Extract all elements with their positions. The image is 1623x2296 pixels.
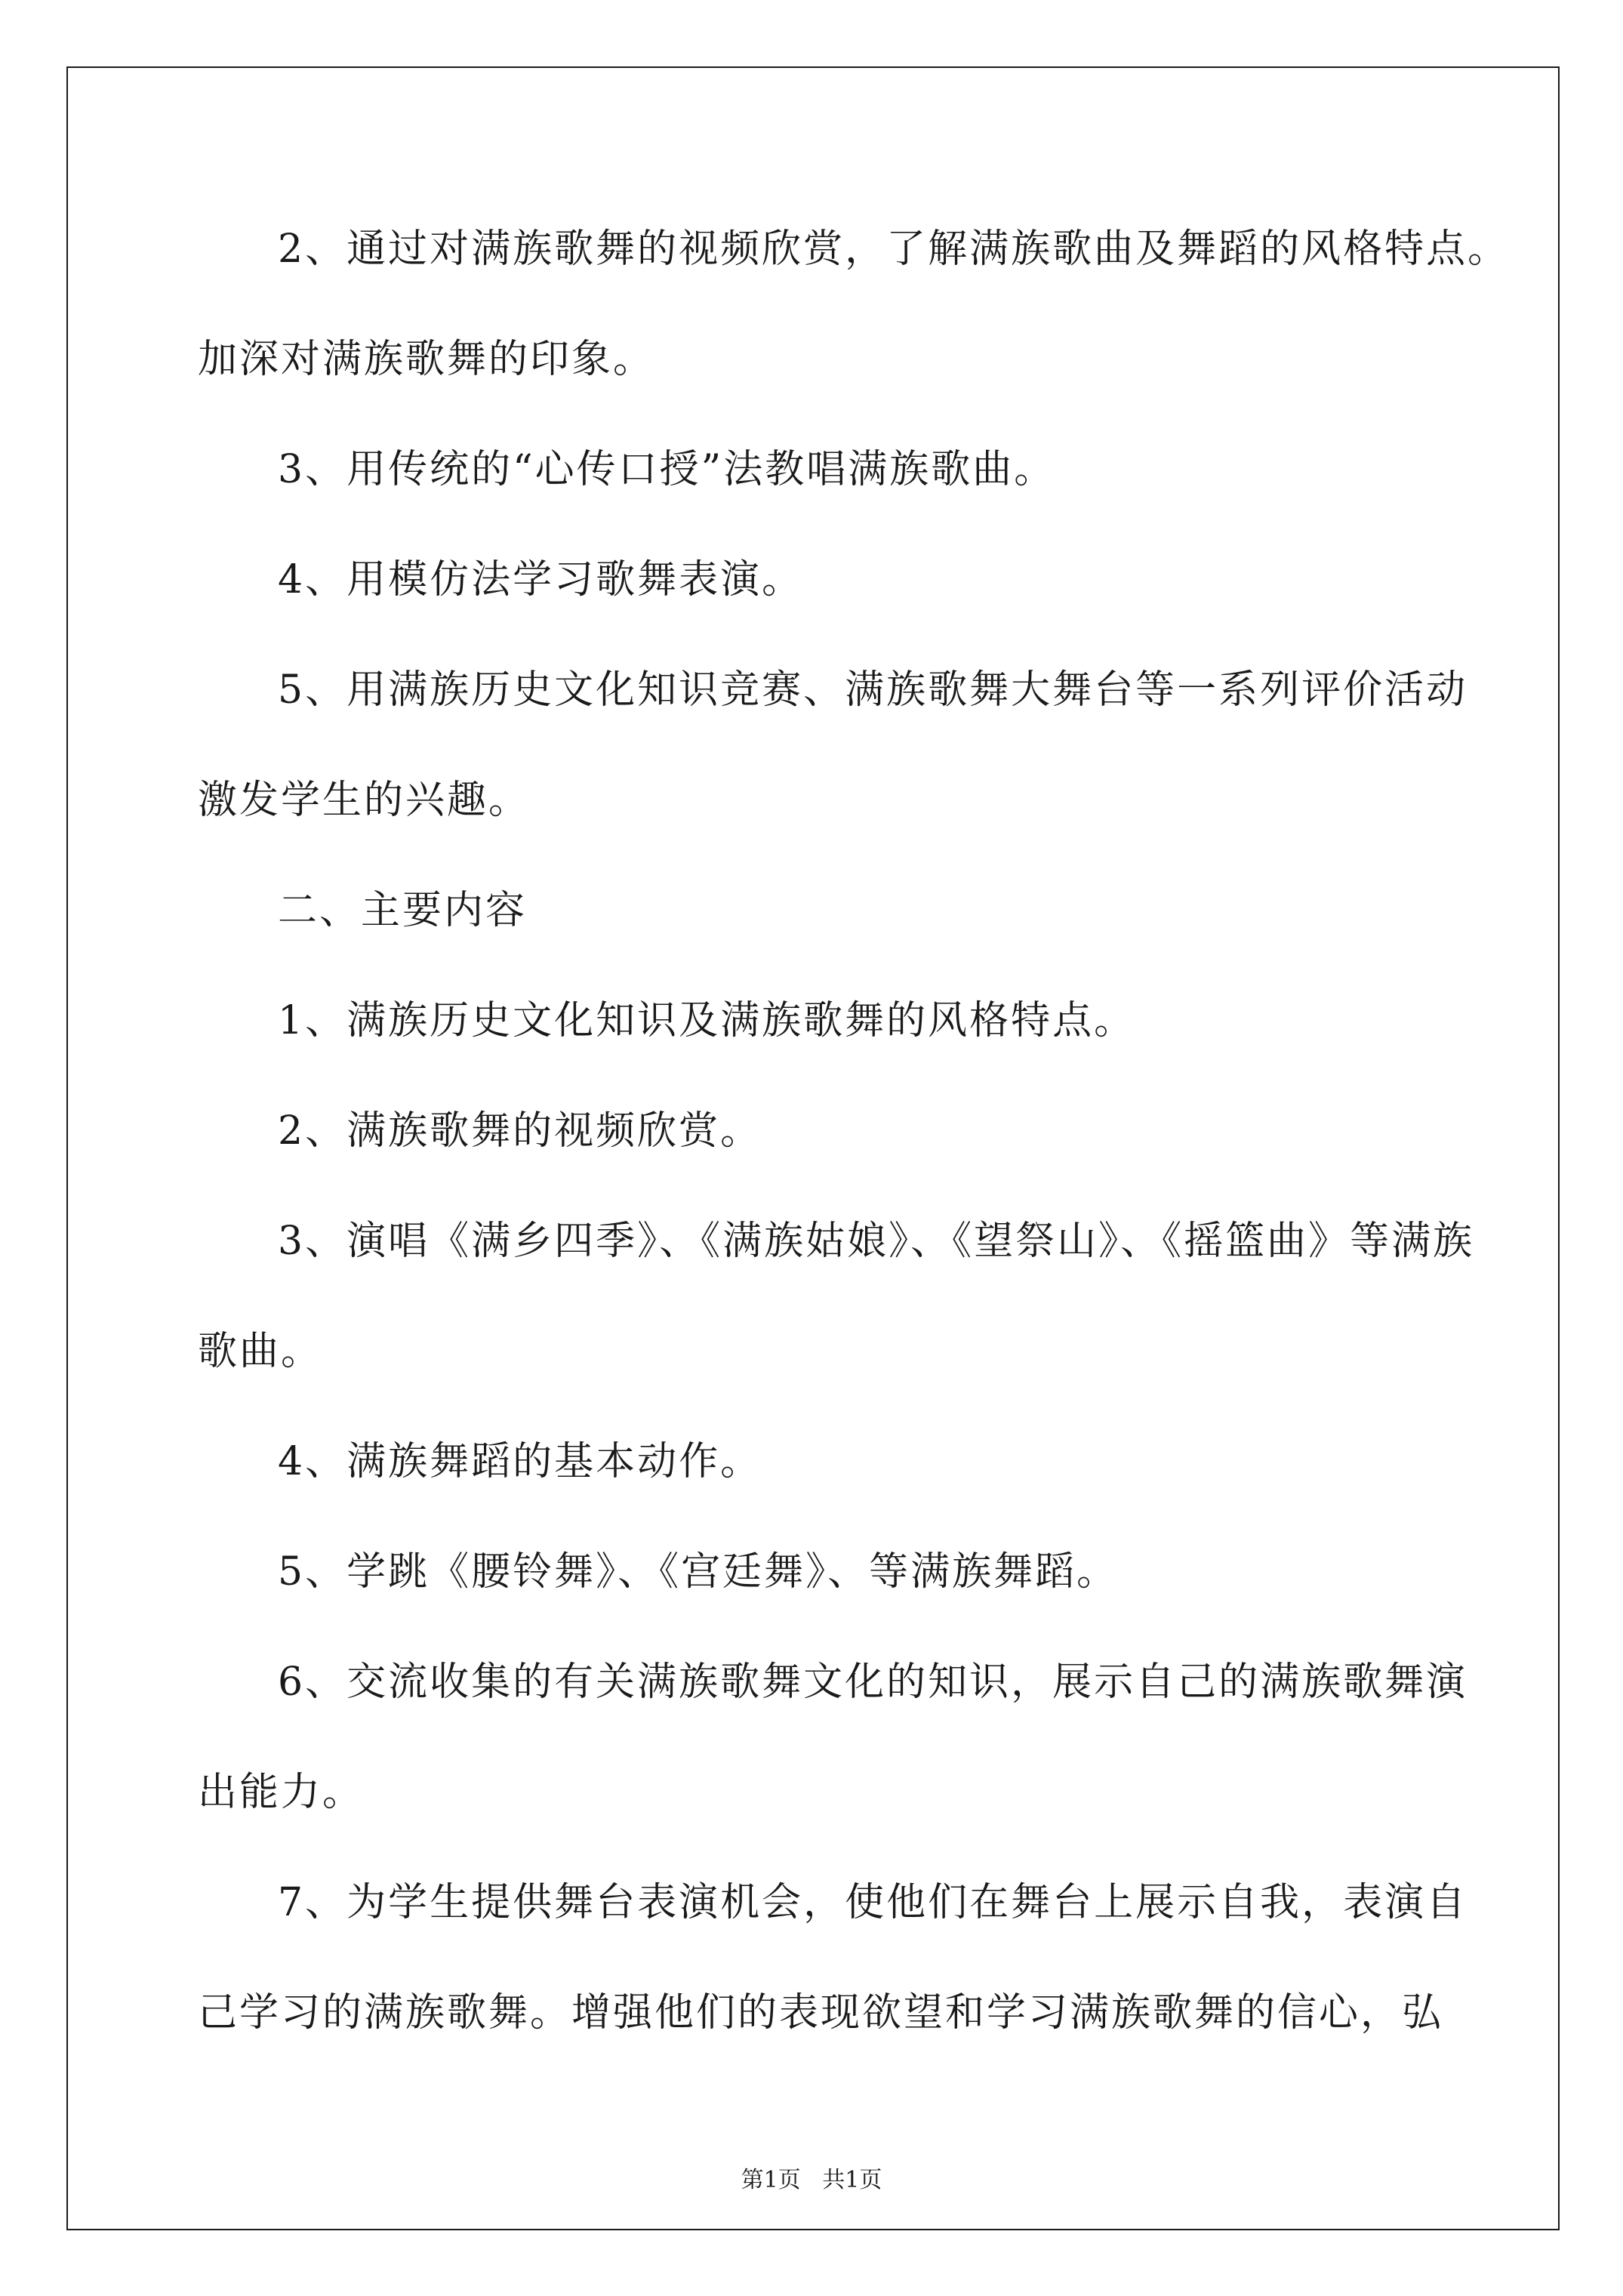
paragraph-line: 5、用满族历史文化知识竞赛、满族歌舞大舞台等一系列评价活动: [278, 667, 1468, 713]
paragraph-line: 4、用模仿法学习歌舞表演。: [278, 557, 804, 603]
paragraph-line: 激发学生的兴趣。: [198, 778, 531, 823]
paragraph-line: 1、满族历史文化知识及满族歌舞的风格特点。: [278, 998, 1136, 1043]
paragraph-line: 2、满族歌舞的视频欣赏。: [278, 1108, 762, 1154]
page-footer: 第1页 共1页: [741, 2167, 882, 2193]
paragraph-line: 己学习的满族歌舞。增强他们的表现欲望和学习满族歌舞的信心，弘: [198, 1990, 1444, 2036]
paragraph-line: 4、满族舞蹈的基本动作。: [278, 1439, 762, 1484]
paragraph-line: 6、交流收集的有关满族歌舞文化的知识，展示自己的满族歌舞演: [278, 1660, 1468, 1705]
paragraph-line: 歌曲。: [198, 1329, 323, 1374]
paragraph-line: 3、用传统的“心传口授”法教唱满族歌曲。: [278, 447, 1056, 492]
paragraph-line: 出能力。: [198, 1770, 365, 1815]
paragraph-line: 7、为学生提供舞台表演机会，使他们在舞台上展示自我，表演自: [278, 1880, 1468, 1925]
paragraph-line: 2、通过对满族歌舞的视频欣赏，了解满族歌曲及舞蹈的风格特点。: [278, 227, 1510, 272]
paragraph-line: 5、学跳《腰铃舞》、《宫廷舞》、等满族舞蹈。: [278, 1549, 1119, 1595]
paragraph-line: 加深对满族歌舞的印象。: [198, 337, 655, 382]
paragraph-line: 3、演唱《满乡四季》、《满族姑娘》、《望祭山》、《摇篮曲》等满族: [278, 1219, 1475, 1264]
section-heading: 二、主要内容: [278, 888, 528, 933]
